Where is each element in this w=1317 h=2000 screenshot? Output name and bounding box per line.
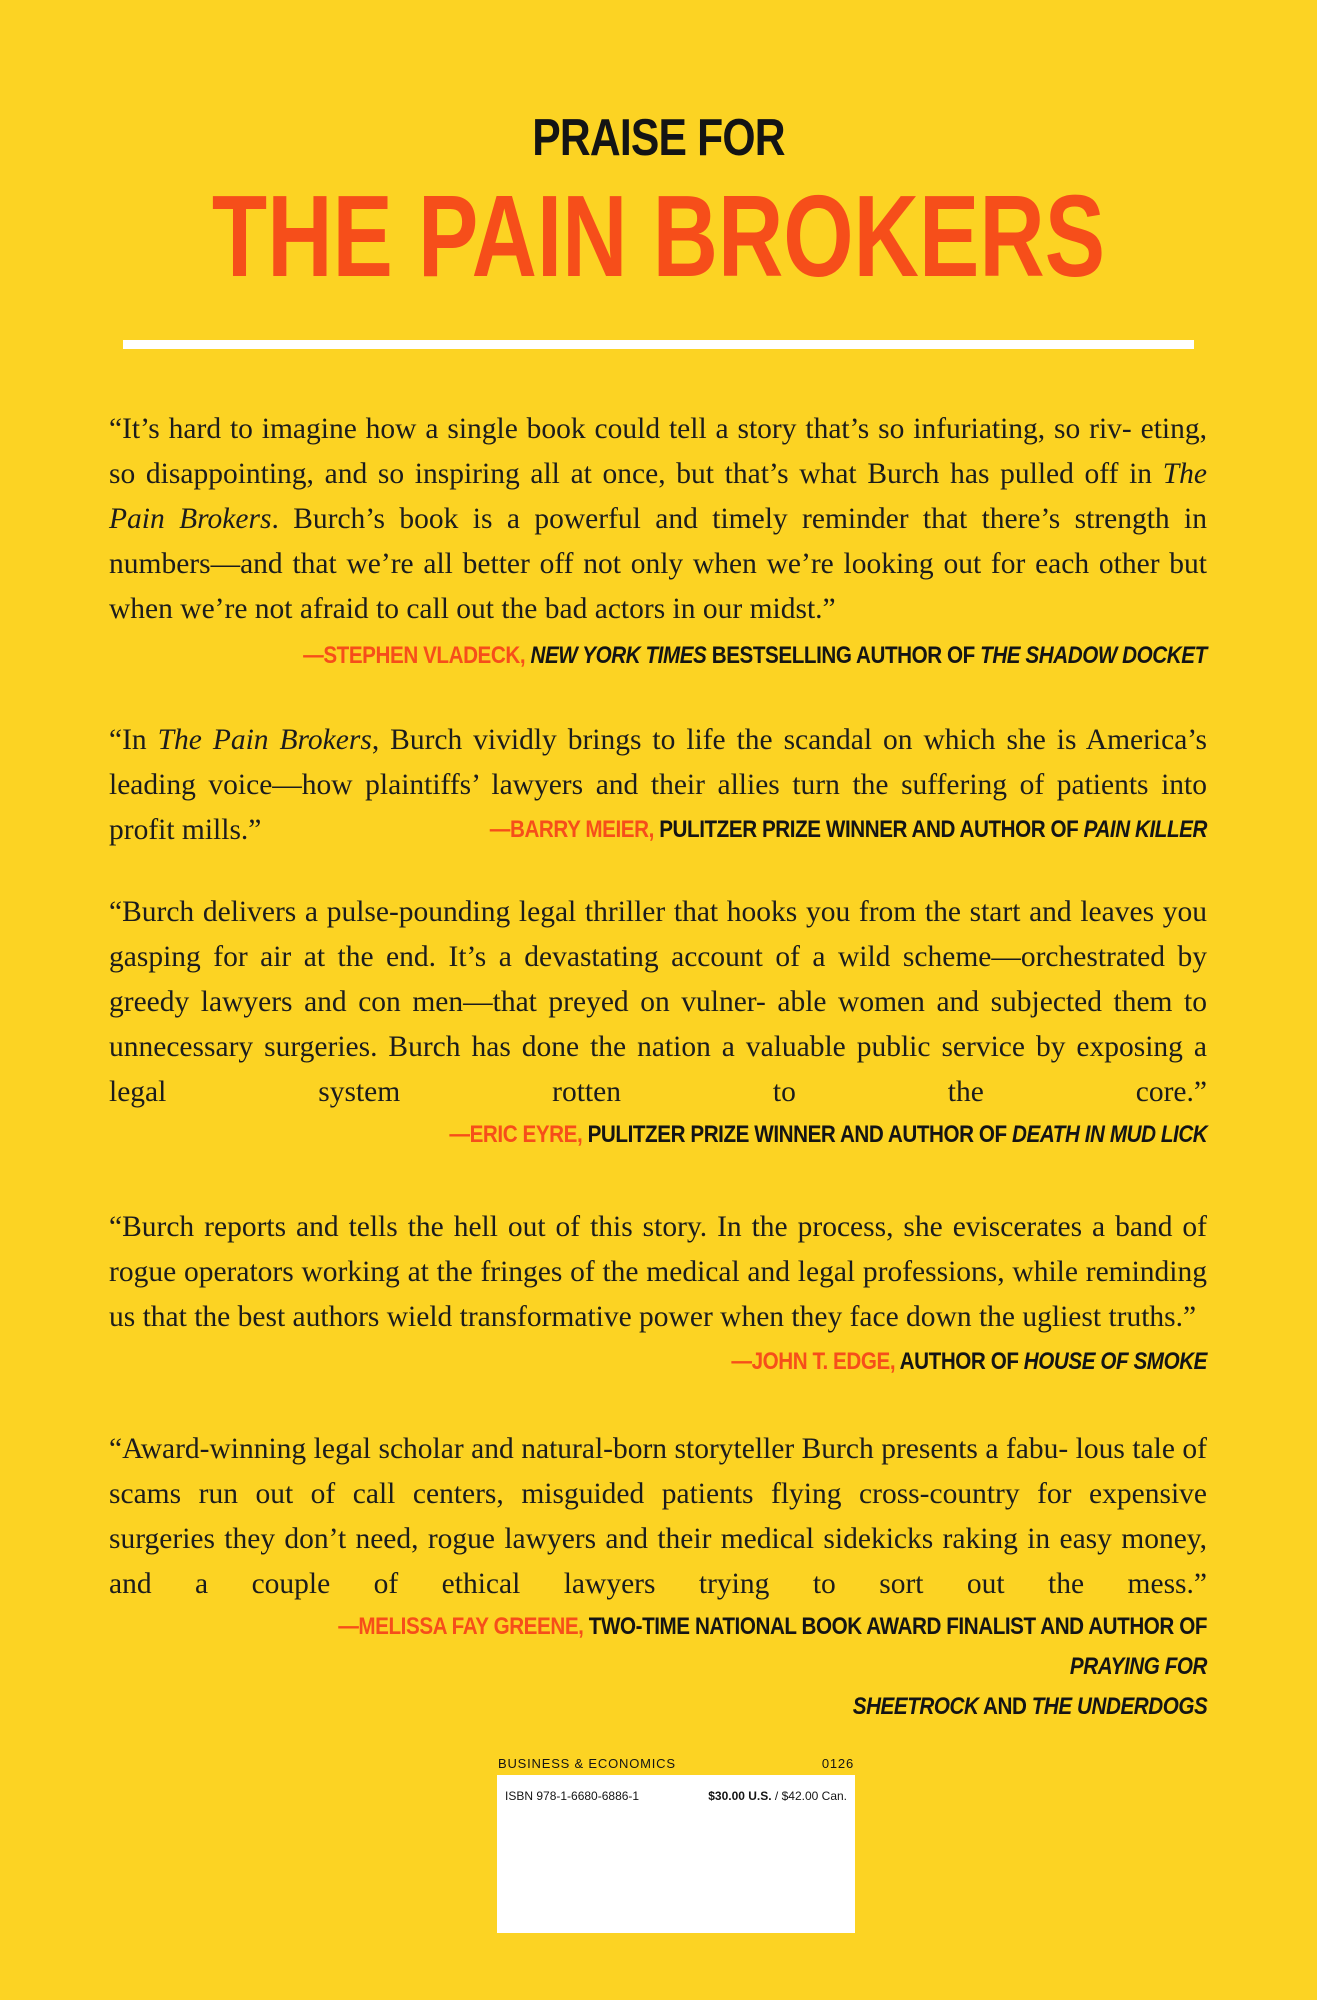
barcode-panel xyxy=(497,1753,855,1933)
quote-meier xyxy=(109,718,1207,853)
quote-attribution: —MELISSA FAY GREENE, TWO-TIME NATIONAL BOOK AWARD FINALIST AND AUTHOR OF PRAYING FOR xyxy=(338,1613,1207,1680)
quote-attribution: —JOHN T. EDGE, AUTHOR OF HOUSE OF SMOKE xyxy=(731,1348,1207,1375)
quote-attribution: —BARRY MEIER, PULITZER PRIZE WINNER AND AUTHOR OF PAIN KILLER xyxy=(489,816,1207,843)
quote-text: “Award-winning legal scholar and natural-born storyteller Burch presents a fabu- lous tale of scams run out of call centers, misguided patients flying cross-country for expensive surgeries they don’t need, rogue lawyers and their medical sidekicks raking in easy money, and a couple of ethical lawyers trying to sort out the mess.” xyxy=(109,1433,1207,1600)
quote-text: “In The Pain Brokers, Burch vividly brings to life the scandal on which she is America’s leading voice—how plaintiffs’ lawyers and their allies turn the suffering of patients into profit mills.” xyxy=(109,724,1207,846)
isbn-label: ISBN 978-1-6680-6886-1 xyxy=(505,1789,640,1803)
quote-edge xyxy=(109,1205,1207,1375)
category-label: BUSINESS & ECONOMICS xyxy=(498,1756,676,1771)
quote-attribution: —STEPHEN VLADECK, NEW YORK TIMES BESTSELLING AUTHOR OF THE SHADOW DOCKET xyxy=(303,642,1207,669)
quote-attribution: —ERIC EYRE, PULITZER PRIZE WINNER AND AUTHOR OF DEATH IN MUD LICK xyxy=(449,1121,1207,1148)
quote-text: “Burch delivers a pulse-pounding legal thriller that hooks you from the start and leaves you gasping for air at the end. It’s a devastating account of a wild scheme—orchestrated by greedy lawyers and con men—that preyed on vulner- able women and subjected them to unnecessary surgeries. Burch has done the nation a valuable public service by exposing a legal system rotten to the core.” xyxy=(109,896,1207,1108)
quote-attribution-line2: SHEETROCK AND THE UNDERDOGS xyxy=(852,1693,1207,1720)
price-code: 0126 xyxy=(821,1756,854,1771)
price-label: $30.00 U.S. / $42.00 Can. xyxy=(708,1789,847,1803)
divider-rule xyxy=(123,340,1194,349)
book-title: THE PAIN BROKERS xyxy=(211,171,1106,301)
praise-for-heading: PRAISE FOR xyxy=(532,109,785,167)
quote-text: “Burch reports and tells the hell out of this story. In the process, she eviscerates a band of rogue operators working at the fringes of the medical and legal professions, while reminding us that the best authors wield transformative power when they face down the ugliest truths.” xyxy=(109,1211,1207,1333)
quote-eyre xyxy=(109,890,1207,1155)
quote-vladeck xyxy=(109,407,1207,676)
quote-text: “It’s hard to imagine how a single book could tell a story that’s so infuriating, so riv- eting, so disappointing, and so inspiring all at once, but that’s what Burch has pulled off in The Pain Brokers. Burch’s book is a powerful and timely reminder that there’s strength in numbers—and that we’re all better off not only when we’re looking out for each other but when we’re not afraid to call out the bad actors in our midst.” xyxy=(109,413,1207,625)
quote-greene xyxy=(109,1427,1207,1727)
barcode-area xyxy=(497,1775,855,1933)
